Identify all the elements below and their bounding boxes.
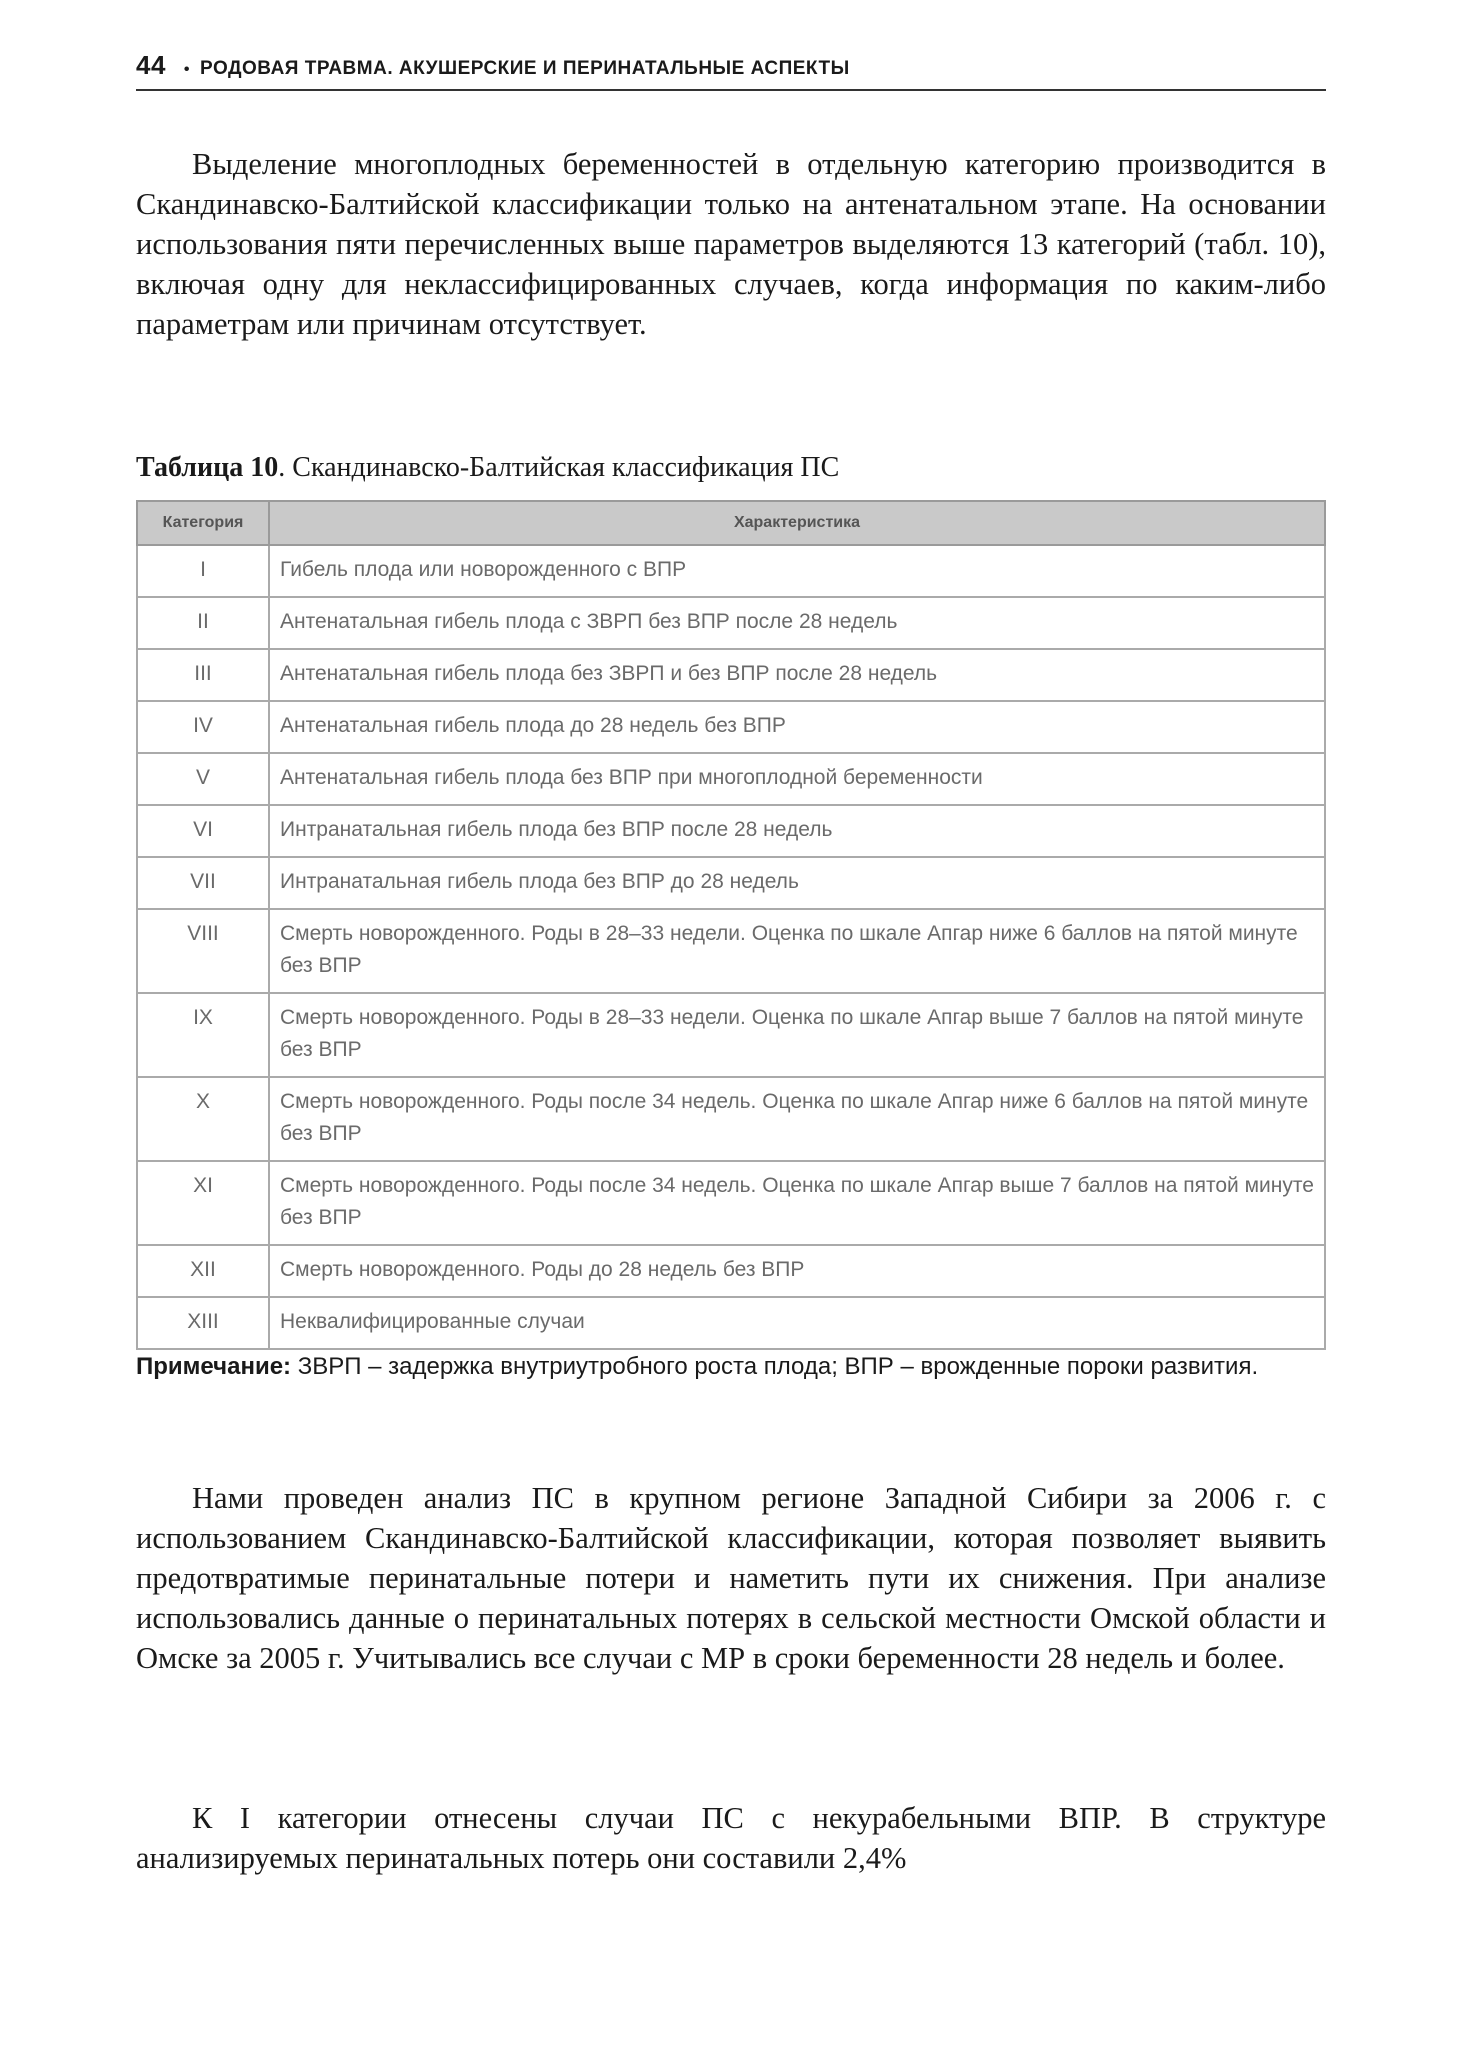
table-row xyxy=(137,1161,1325,1245)
row-description: Интранатальная гибель плода без ВПР после 28 недель xyxy=(269,805,1325,857)
table-row xyxy=(137,701,1325,753)
note-text: ЗВРП – задержка внутриутробного роста плода; ВПР – врожденные пороки развития. xyxy=(291,1353,1259,1380)
header-description: Характеристика xyxy=(269,501,1325,545)
row-category: III xyxy=(137,649,269,701)
note-label: Примечание: xyxy=(136,1353,292,1380)
row-description: Антенатальная гибель плода до 28 недель без ВПР xyxy=(269,701,1325,753)
table-row xyxy=(137,649,1325,701)
running-title: РОДОВАЯ ТРАВМА. АКУШЕРСКИЕ И ПЕРИНАТАЛЬНЫЕ АСПЕКТЫ xyxy=(200,58,850,79)
page-number: 44 xyxy=(136,50,166,80)
row-category: XI xyxy=(137,1161,269,1245)
row-category: IX xyxy=(137,993,269,1077)
table-caption-text: . Скандинавско-Балтийская классификация ПС xyxy=(278,452,840,483)
row-description: Смерть новорожденного. Роды до 28 недель без ВПР xyxy=(269,1245,1325,1297)
row-category: VI xyxy=(137,805,269,857)
body-paragraph-2: Нами проведен анализ ПС в крупном регионе Западной Сибири за 2006 г. с использованием Скандинавско-Балтийской классификации, которая позволяет выявить предотвратимые перинатальные потери и наметить пути их снижения. При анализе использовались данные о перинатальных потерях в сельской местности Омской области и Омске за 2005 г. Учитывались все случаи с МР в сроки беременности 28 недель и более. xyxy=(136,1481,1326,1675)
row-category: I xyxy=(137,545,269,597)
table-row xyxy=(137,805,1325,857)
header-category: Категория xyxy=(137,501,269,545)
table-row xyxy=(137,545,1325,597)
row-description: Антенатальная гибель плода с ЗВРП без ВПР после 28 недель xyxy=(269,597,1325,649)
row-description: Интранатальная гибель плода без ВПР до 28 недель xyxy=(269,857,1325,909)
table-header-row xyxy=(137,501,1325,545)
row-description: Смерть новорожденного. Роды после 34 недель. Оценка по шкале Апгар ниже 6 баллов на пятой минуте без ВПР xyxy=(269,1077,1325,1161)
running-head xyxy=(136,50,1326,91)
row-description: Антенатальная гибель плода без ЗВРП и без ВПР после 28 недель xyxy=(269,649,1325,701)
table-row xyxy=(137,1077,1325,1161)
row-category: VII xyxy=(137,857,269,909)
table-row xyxy=(137,993,1325,1077)
row-category: VIII xyxy=(137,909,269,993)
body-paragraph-3: К I категории отнесены случаи ПС с некурабельными ВПР. В структуре анализируемых перинатальных потерь они составили 2,4% xyxy=(136,1801,1326,1875)
classification-table xyxy=(136,500,1326,1350)
row-description: Смерть новорожденного. Роды в 28–33 недели. Оценка по шкале Апгар ниже 6 баллов на пятой минуте без ВПР xyxy=(269,909,1325,993)
row-description: Смерть новорожденного. Роды после 34 недель. Оценка по шкале Апгар выше 7 баллов на пятой минуте без ВПР xyxy=(269,1161,1325,1245)
bullet-icon: • xyxy=(183,61,191,78)
row-description: Неквалифицированные случаи xyxy=(269,1297,1325,1349)
row-category: XIII xyxy=(137,1297,269,1349)
table-note xyxy=(136,1350,1326,1384)
row-category: IV xyxy=(137,701,269,753)
table-row xyxy=(137,1245,1325,1297)
table-caption-label: Таблица 10 xyxy=(136,452,279,483)
row-description: Смерть новорожденного. Роды в 28–33 недели. Оценка по шкале Апгар выше 7 баллов на пятой минуте без ВПР xyxy=(269,993,1325,1077)
table-row xyxy=(137,909,1325,993)
table-row xyxy=(137,597,1325,649)
row-category: XII xyxy=(137,1245,269,1297)
row-category: X xyxy=(137,1077,269,1161)
row-category: V xyxy=(137,753,269,805)
table-row xyxy=(137,857,1325,909)
row-category: II xyxy=(137,597,269,649)
row-description: Антенатальная гибель плода без ВПР при многоплодной беременности xyxy=(269,753,1325,805)
intro-paragraph: Выделение многоплодных беременностей в отдельную категорию производится в Скандинавско-Балтийской классификации только на антенатальном этапе. На основании использования пяти перечисленных выше параметров выделяются 13 категорий (табл. 10), включая одну для неклассифицированных случаев, когда информация по каким-либо параметрам или причинам отсутствует. xyxy=(136,147,1326,341)
table-caption xyxy=(136,452,1326,484)
row-description: Гибель плода или новорожденного с ВПР xyxy=(269,545,1325,597)
table-row xyxy=(137,753,1325,805)
table-row xyxy=(137,1297,1325,1349)
